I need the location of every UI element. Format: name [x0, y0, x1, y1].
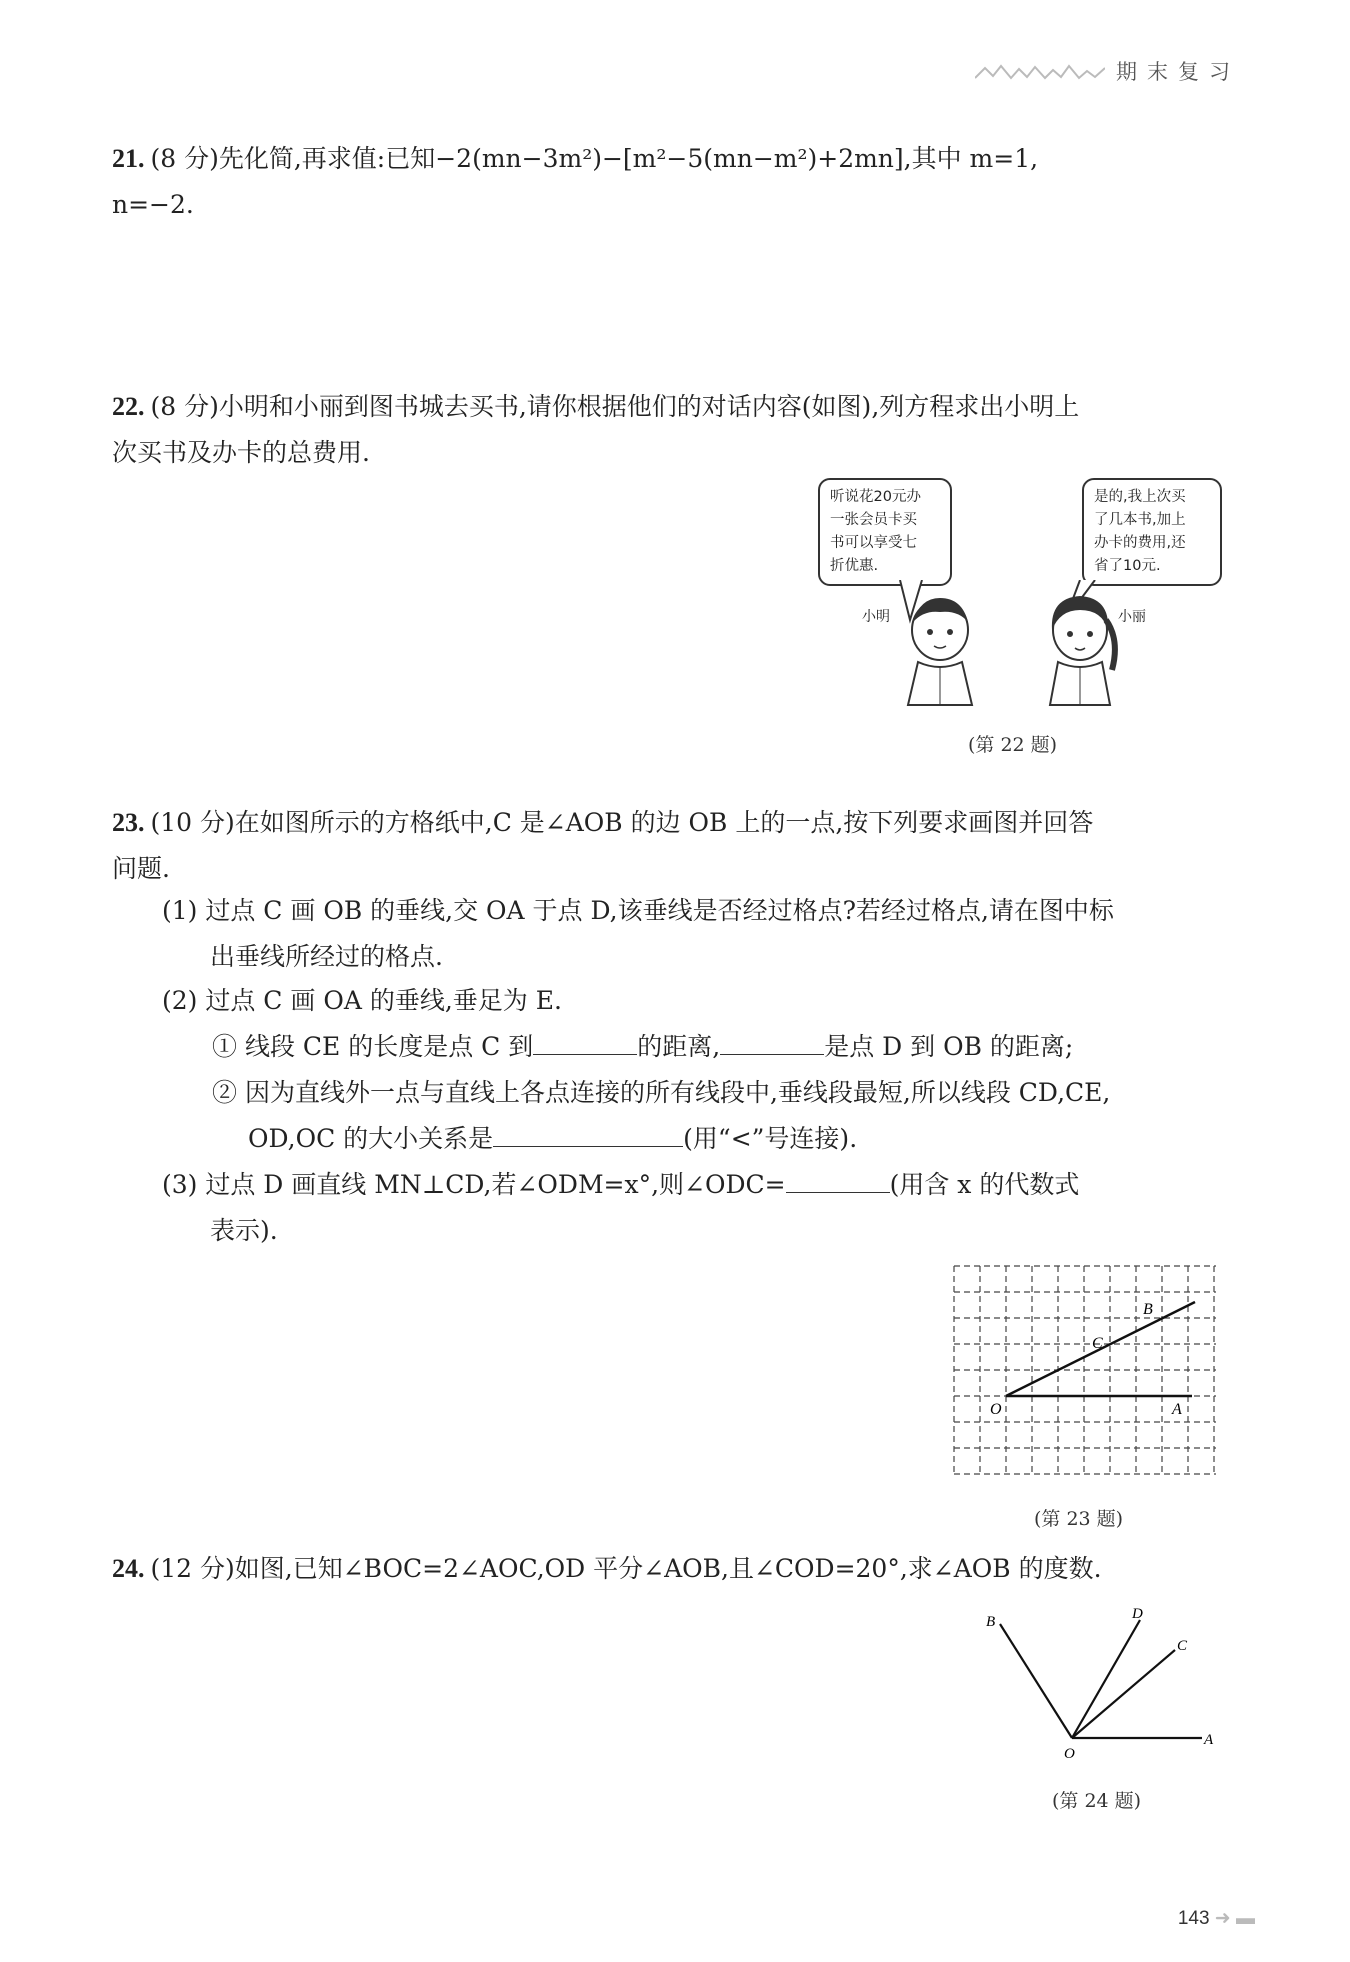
- question-text-cont: n=−2.: [112, 190, 194, 219]
- figure-caption-23: (第 23 题): [1034, 1508, 1124, 1530]
- label-O: O: [990, 1401, 1002, 1418]
- ray-OC: [1072, 1650, 1175, 1738]
- bubble-line: 省了10元.: [1094, 558, 1161, 574]
- angle-figure-24: [980, 1600, 1220, 1770]
- q23-part1: [162, 888, 1114, 980]
- page-number-text: 143: [1177, 1908, 1210, 1929]
- answer-blank[interactable]: [493, 1120, 683, 1147]
- question-number: 21.: [112, 144, 145, 173]
- part-text: (1) 过点 C 画 OB 的垂线,交 OA 于点 D,该垂线是否经过格点?若经过格点,请在图中标: [162, 896, 1114, 925]
- label-D: D: [1132, 1606, 1143, 1622]
- q23-part2a: [212, 1024, 1073, 1070]
- bubble-line: 了几本书,加上: [1094, 512, 1186, 528]
- question-21: [112, 136, 1242, 228]
- speech-bubble-xiaoli: [1082, 478, 1222, 586]
- bubble-line: 听说花20元办: [830, 489, 921, 505]
- arrow-icon: ➜ ▬: [1214, 1908, 1255, 1929]
- part-text: 是点 D 到 OB 的距离;: [824, 1032, 1074, 1061]
- boy-figure: [908, 598, 972, 705]
- header-mountain-decoration: [975, 62, 1105, 80]
- part-text: OD,OC 的大小关系是: [248, 1124, 494, 1153]
- label-B: B: [986, 1614, 996, 1630]
- question-text: (8 分)先化简,再求值:已知−2(mn−3m²)−[m²−5(mn−m²)+2mn],其中 m=1,: [150, 144, 1039, 173]
- label-xiaoming: 小明: [862, 609, 890, 625]
- question-text-cont: 问题.: [112, 854, 170, 883]
- ray-OB: [1000, 1624, 1072, 1738]
- part-text: ② 因为直线外一点与直线上各点连接的所有线段中,垂线段最短,所以线段 CD,CE,: [212, 1078, 1111, 1107]
- speech-bubble-xiaoming: [818, 478, 952, 586]
- question-text: (12 分)如图,已知∠BOC=2∠AOC,OD 平分∠AOB,且∠COD=20°,求∠AOB 的度数.: [150, 1554, 1102, 1583]
- question-number: 24.: [112, 1554, 145, 1583]
- label-B: B: [1143, 1301, 1153, 1318]
- part-text: 表示).: [210, 1216, 278, 1245]
- page-header: 期末复习: [1116, 60, 1240, 84]
- question-text: (10 分)在如图所示的方格纸中,C 是∠AOB 的边 OB 上的一点,按下列要求画图并回答: [150, 808, 1094, 837]
- label-A: A: [1204, 1732, 1214, 1748]
- ray-OD: [1072, 1620, 1140, 1738]
- answer-blank[interactable]: [786, 1166, 890, 1193]
- label-A: A: [1172, 1401, 1182, 1418]
- question-24: [112, 1546, 1242, 1592]
- part-text: 的距离,: [637, 1032, 721, 1061]
- part-text: 出垂线所经过的格点.: [210, 942, 443, 971]
- label-C: C: [1092, 1335, 1103, 1352]
- part-text: ① 线段 CE 的长度是点 C 到: [212, 1032, 534, 1061]
- question-text-cont: 次买书及办卡的总费用.: [112, 438, 370, 467]
- q23-part2: (2) 过点 C 画 OA 的垂线,垂足为 E.: [162, 986, 562, 1015]
- answer-blank[interactable]: [533, 1028, 637, 1055]
- figure-caption-24: (第 24 题): [1052, 1790, 1142, 1812]
- page-number: [1178, 1907, 1255, 1930]
- question-text: (8 分)小明和小丽到图书城去买书,请你根据他们的对话内容(如图),列方程求出小明上: [150, 392, 1080, 421]
- q23-part3: [162, 1162, 1079, 1254]
- bubble-line: 折优惠.: [830, 558, 879, 574]
- part-text: (用“<”号连接).: [683, 1124, 858, 1153]
- bubble-line: 是的,我上次买: [1094, 489, 1186, 505]
- question-number: 22.: [112, 392, 145, 421]
- question-23: [112, 800, 1242, 892]
- bubble-line: 办卡的费用,还: [1094, 535, 1186, 551]
- bubble-line: 书可以享受七: [830, 535, 917, 551]
- children-illustration: [880, 580, 1160, 710]
- label-O: O: [1064, 1746, 1075, 1762]
- q23-part2b: [212, 1070, 1110, 1162]
- part-text: (用含 x 的代数式: [889, 1170, 1080, 1199]
- answer-blank[interactable]: [720, 1028, 824, 1055]
- part-text: (3) 过点 D 画直线 MN⊥CD,若∠ODM=x°,则∠ODC=: [162, 1170, 786, 1199]
- bubble-line: 一张会员卡买: [830, 512, 917, 528]
- question-number: 23.: [112, 808, 145, 837]
- label-C: C: [1177, 1638, 1188, 1654]
- girl-figure: [1050, 596, 1115, 705]
- question-22: [112, 384, 1242, 476]
- grid-figure-23: [950, 1262, 1220, 1478]
- figure-caption-22: (第 22 题): [968, 734, 1058, 756]
- label-xiaoli: 小丽: [1118, 609, 1146, 625]
